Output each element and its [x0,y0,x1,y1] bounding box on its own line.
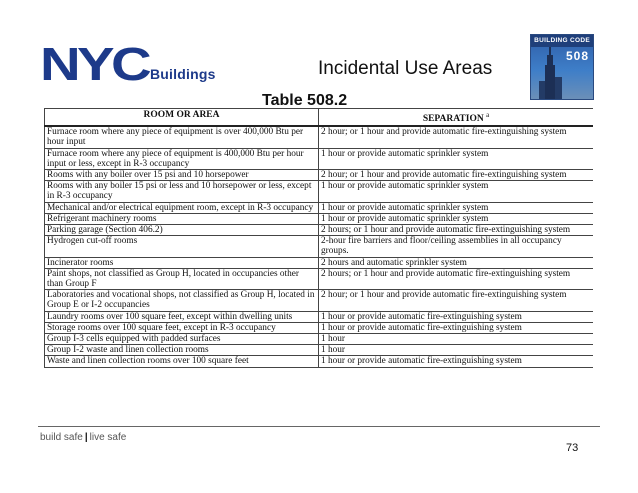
room-cell: Storage rooms over 100 square feet, except in R-3 occupancy [45,322,319,333]
table-row [45,334,594,345]
table-row [45,290,594,311]
room-cell: Waste and linen collection rooms over 100 square feet [45,356,319,367]
separation-cell: 2-hour fire barriers and floor/ceiling assemblies in all occupancy groups. [319,236,594,257]
separation-cell: 2 hours; or 1 hour and provide automatic fire-extinguishing system [319,268,594,289]
table-row [45,236,594,257]
slide-title: Incidental Use Areas [318,58,493,79]
table-row [45,268,594,289]
separation-cell: 2 hours; or 1 hour and provide automatic fire-extinguishing system [319,224,594,235]
code-table [44,108,593,368]
page-number: 73 [566,442,579,454]
table-row [45,181,594,202]
table-row [45,213,594,224]
footer-tagline [40,432,126,443]
header-separation-label: SEPARATION [422,114,484,125]
separation-cell: 1 hour [319,345,594,356]
footer-right: live safe [89,432,127,443]
room-cell: Hydrogen cut-off rooms [45,236,319,257]
table-row [45,345,594,356]
badge-number: 508 [565,49,589,63]
table-header-row [45,109,594,127]
separation-cell: 1 hour or provide automatic fire-extinguishing system [319,311,594,322]
table-row [45,169,594,180]
separation-cell: 1 hour or provide automatic fire-extinguishing system [319,356,594,367]
table-row [45,356,594,367]
header-separation-note: a [486,111,490,119]
building-code-badge [530,34,594,100]
separation-cell: 1 hour [319,334,594,345]
table-row [45,148,594,169]
table-row [45,311,594,322]
separation-cell: 1 hour or provide automatic sprinkler system [319,213,594,224]
room-cell: Rooms with any boiler 15 psi or less and 10 horsepower or less, except in R-3 occupancy [45,181,319,202]
room-cell: Refrigerant machinery rooms [45,213,319,224]
separation-cell: 1 hour or provide automatic sprinkler system [319,181,594,202]
room-cell: Parking garage (Section 406.2) [45,224,319,235]
footer-separator: | [84,432,88,443]
room-cell: Furnace room where any piece of equipment is 400,000 Btu per hour input or less, except in R-3 occupancy [45,148,319,169]
table-row [45,126,594,148]
logo-text: NYC [40,40,150,84]
table-row [45,224,594,235]
separation-cell: 2 hour; or 1 hour and provide automatic fire-extinguishing system [319,169,594,180]
separation-cell: 1 hour or provide automatic sprinkler system [319,148,594,169]
table-title: Table 508.2 [262,92,348,109]
footer-left: build safe [40,432,83,443]
room-cell: Rooms with any boiler over 15 psi and 10 horsepower [45,169,319,180]
building-icon [535,45,565,99]
code-table-container [44,108,593,420]
room-cell: Paint shops, not classified as Group H, located in occupancies other than Group F [45,268,319,289]
separation-cell: 2 hours and automatic sprinkler system [319,257,594,268]
table-row [45,322,594,333]
room-cell: Group I-3 cells equipped with padded surfaces [45,334,319,345]
room-cell: Incinerator rooms [45,257,319,268]
nyc-logo-mark [40,40,150,84]
logo-subtitle: Buildings [150,66,216,82]
room-cell: Laboratories and vocational shops, not classified as Group H, located in Group E or I-2 occupancies [45,290,319,311]
room-cell: Mechanical and/or electrical equipment room, except in R-3 occupancy [45,202,319,213]
separation-cell: 1 hour or provide automatic sprinkler system [319,202,594,213]
footer-divider [38,426,600,427]
room-cell: Group I-2 waste and linen collection rooms [45,345,319,356]
badge-top-label: BUILDING CODE [531,35,593,47]
header-room: ROOM OR AREA [45,109,319,127]
separation-cell: 2 hour; or 1 hour and provide automatic fire-extinguishing system [319,290,594,311]
table-row [45,202,594,213]
room-cell: Furnace room where any piece of equipment is over 400,000 Btu per hour input [45,126,319,148]
separation-cell: 2 hour; or 1 hour and provide automatic fire-extinguishing system [319,126,594,148]
header-separation [319,109,594,127]
separation-cell: 1 hour or provide automatic fire-extinguishing system [319,322,594,333]
room-cell: Laundry rooms over 100 square feet, except within dwelling units [45,311,319,322]
table-row [45,257,594,268]
